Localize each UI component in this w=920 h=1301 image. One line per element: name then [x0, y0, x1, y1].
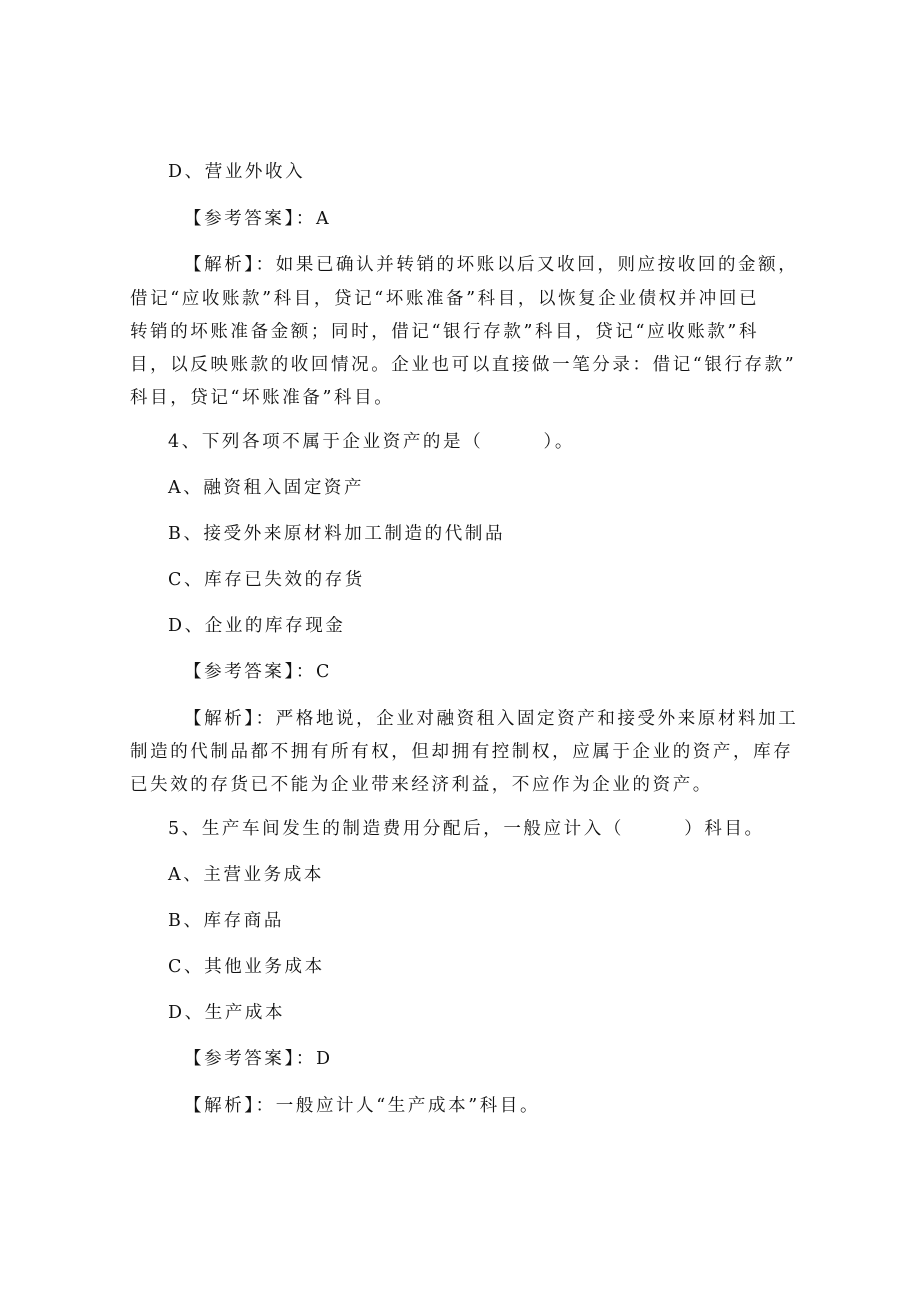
q3-explanation-line-5: 科目，贷记“坏账准备”科目。	[130, 388, 395, 408]
q5-answer: 【参考答案】：D	[184, 1049, 333, 1069]
q5-explanation: 【解析】：一般应计人“生产成本”科目。	[184, 1096, 541, 1116]
q4-explanation-line-1: 【解析】：严格地说，企业对融资租入固定资产和接受外来原材料加工	[184, 709, 799, 729]
q5-option-b: B、库存商品	[168, 911, 284, 931]
q4-option-b: B、接受外来原材料加工制造的代制品	[168, 524, 506, 544]
q5-option-d: D、生产成本	[168, 1003, 286, 1023]
q4-explanation-line-3: 已失效的存货已不能为企业带来经济利益，不应作为企业的资产。	[130, 775, 713, 795]
q4-option-d: D、企业的库存现金	[168, 616, 346, 636]
q3-explanation-line-1: 【解析】：如果已确认并转销的坏账以后又收回，则应按收回的金额，	[184, 255, 799, 275]
q3-explanation-line-2: 借记“应收账款”科目，贷记“坏账准备”科目，以恢复企业债权并冲回已	[130, 289, 760, 309]
q3-answer: 【参考答案】：A	[184, 209, 332, 229]
q5-option-a: A、主营业务成本	[168, 865, 324, 885]
q3-explanation-line-3: 转销的坏账准备金额；同时，借记“银行存款”科目，贷记“应收账款”科	[130, 322, 760, 342]
q3-option-d: D、营业外收入	[168, 162, 306, 182]
q4-option-a: A、融资租入固定资产	[168, 478, 365, 498]
q5-option-c: C、其他业务成本	[168, 957, 325, 977]
q3-explanation-line-4: 目，以反映账款的收回情况。企业也可以直接做一笔分录：借记“银行存款”	[130, 355, 797, 375]
q4-explanation-line-2: 制造的代制品都不拥有所有权，但却拥有控制权，应属于企业的资产，库存	[130, 742, 794, 762]
question-5: 5、生产车间发生的制造费用分配后，一般应计入（ ）科目。	[168, 819, 765, 839]
q4-answer: 【参考答案】：C	[184, 662, 332, 682]
q4-option-c: C、库存已失效的存货	[168, 570, 365, 590]
question-4: 4、下列各项不属于企业资产的是（ ）。	[168, 432, 575, 452]
